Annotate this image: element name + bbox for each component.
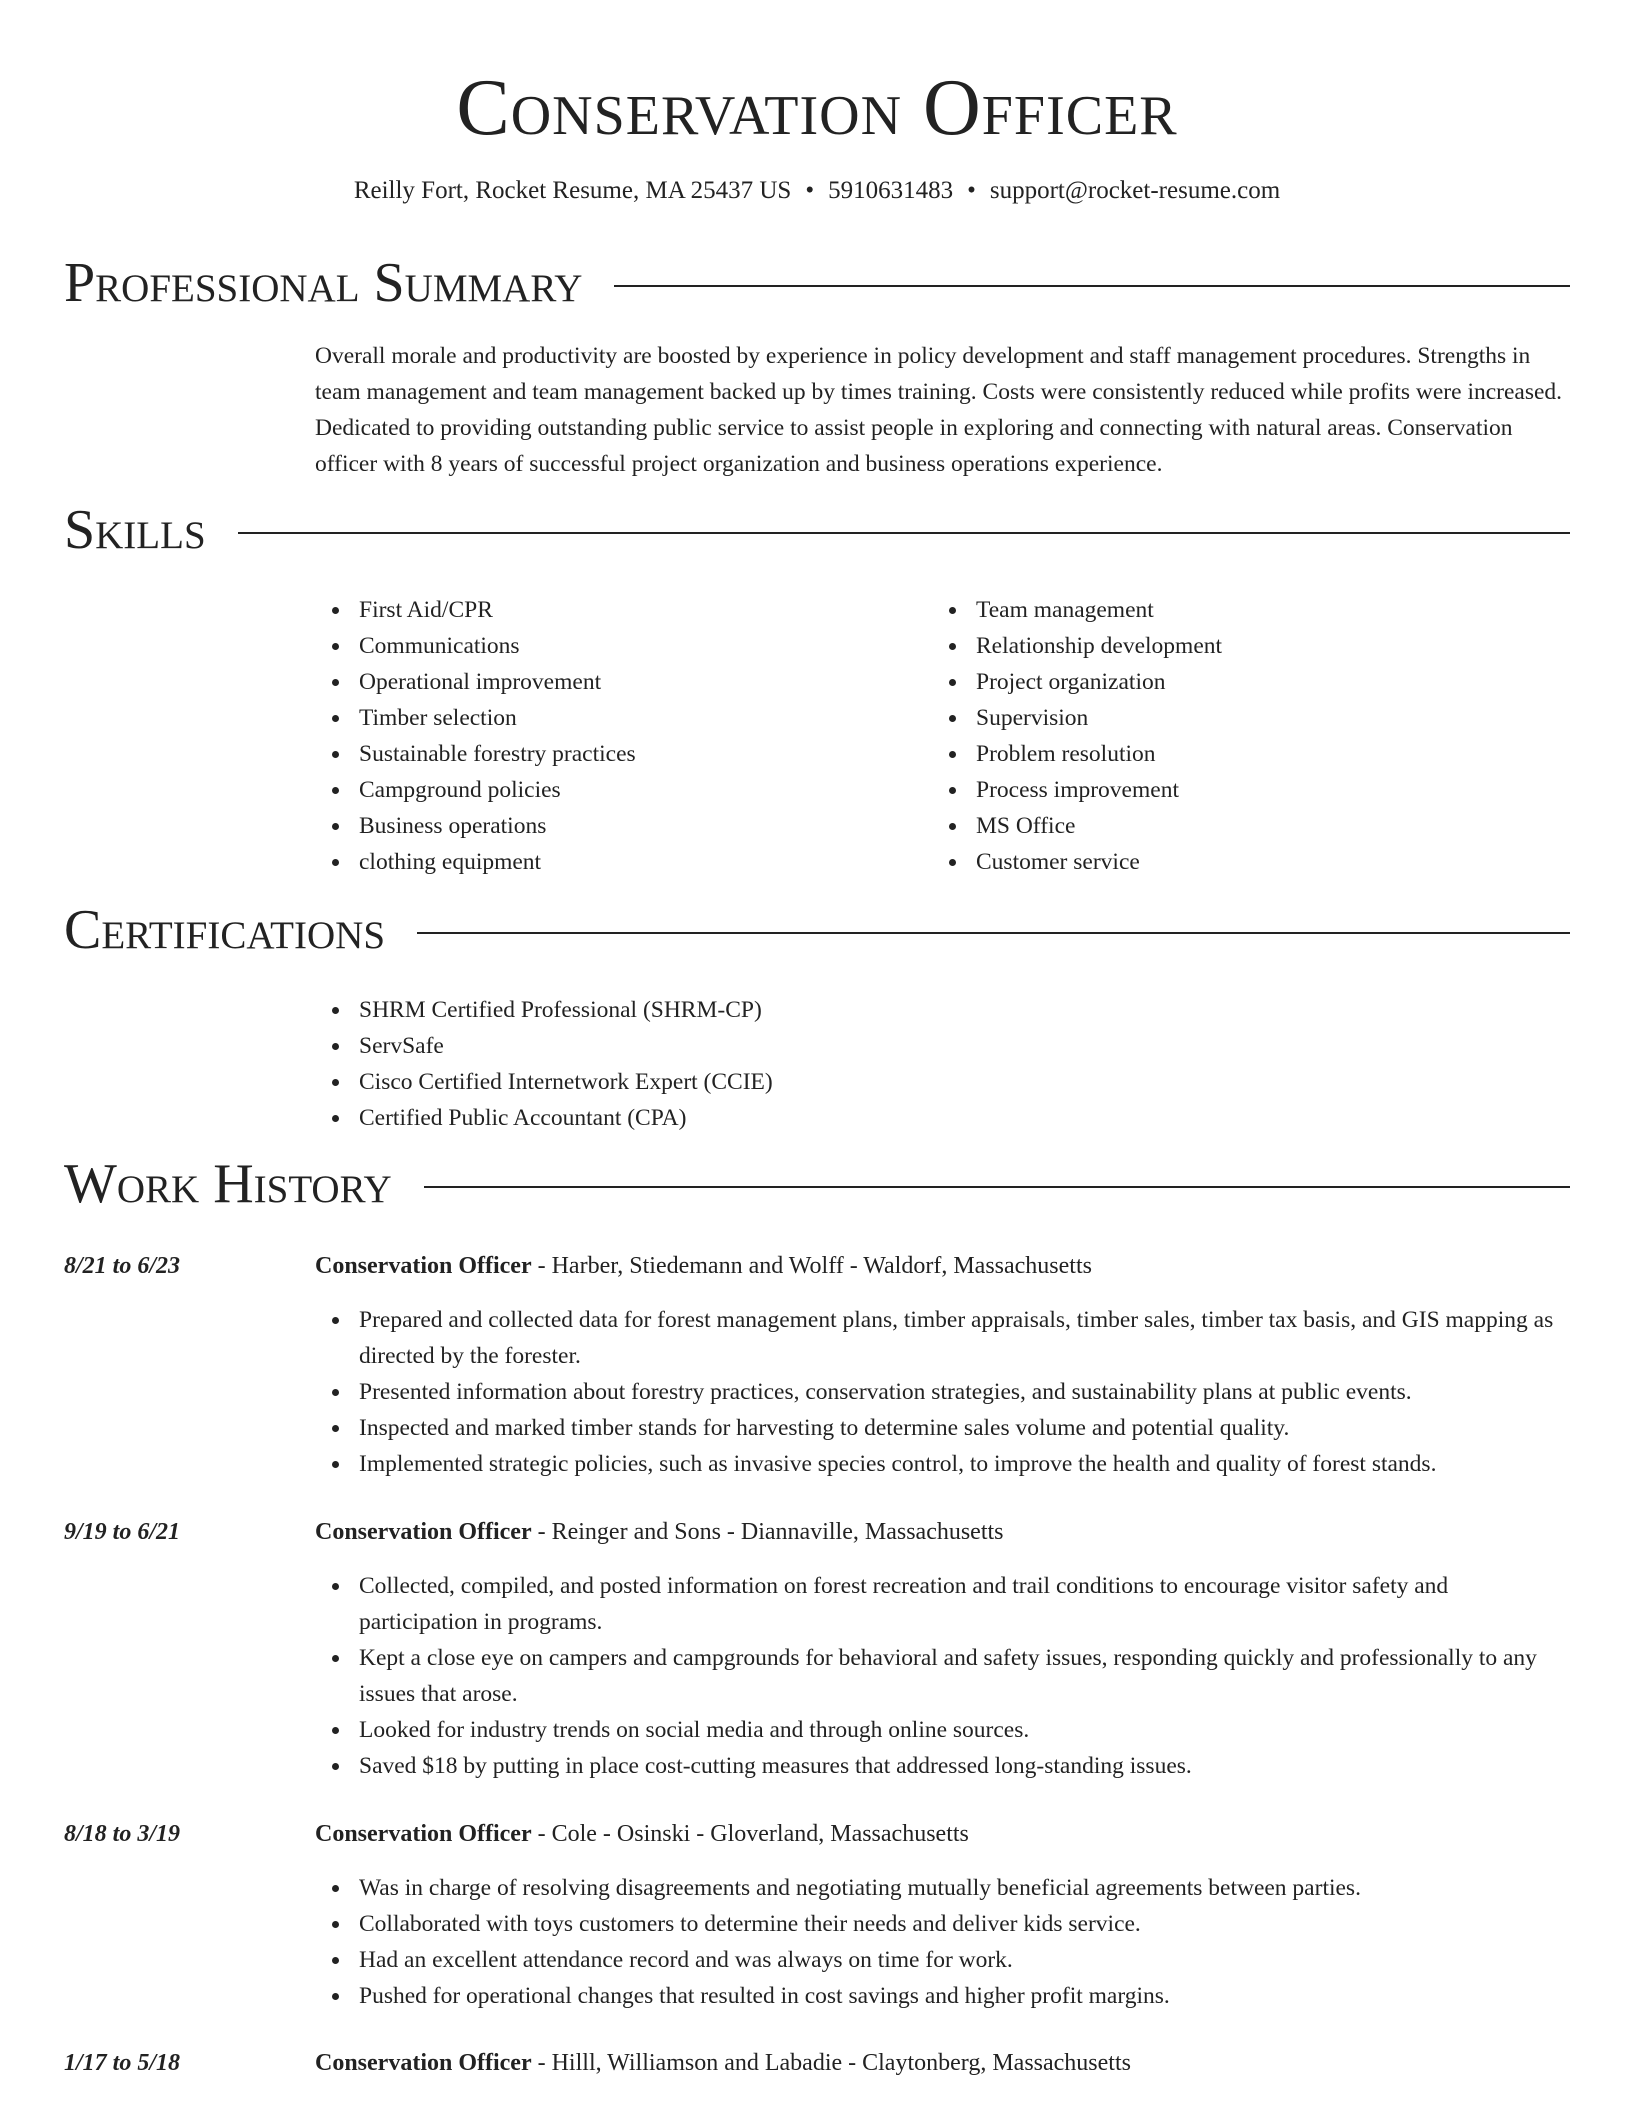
summary-section-header (64, 250, 1570, 316)
contact-address: Reilly Fort, Rocket Resume, MA 25437 US (353, 177, 792, 204)
section-divider (614, 285, 1570, 287)
contact-separator: • (967, 177, 976, 204)
job-duties-list (315, 1568, 1570, 1784)
summary-section-title: Professional Summary (64, 252, 583, 314)
work-history-section-header (64, 1151, 1570, 1217)
certifications-section-header (64, 897, 1570, 963)
job-dates: 1/17 to 5/18 (64, 2050, 181, 2076)
certification-item: Certified Public Accountant (CPA) (315, 1100, 1570, 1136)
skill-item: Supervision (932, 700, 1532, 736)
skills-list-right (932, 592, 1532, 880)
skill-item: Project organization (932, 664, 1532, 700)
skill-item: Sustainable forestry practices (315, 736, 915, 772)
candidate-name: Conservation Officer (456, 64, 1178, 152)
job-duties-list (315, 1870, 1570, 2014)
summary-text: Overall morale and productivity are boosted by experience in policy development and staff management procedures. Strengths in team management and team management backed up by times training. Costs were consistently reduced while profits were increased. Dedicated to providing outstanding public service to assist people in exploring and connecting with natural areas. Conservation officer with 8 years of successful project organization and business operations experience. (315, 343, 1563, 477)
job-employer: - Cole - Osinski - Gloverland, Massachusetts (531, 1821, 969, 1847)
job-employer: - Reinger and Sons - Diannaville, Massachusetts (531, 1519, 1004, 1545)
job-title: Conservation Officer (315, 1253, 532, 1279)
skill-item: Campground policies (315, 772, 915, 808)
skills-section-title: Skills (64, 499, 206, 561)
job-duty-item: Had an excellent attendance record and was always on time for work. (315, 1942, 1570, 1978)
job-duty-item: Collaborated with toys customers to determine their needs and deliver kids service. (315, 1906, 1570, 1942)
skill-item: Timber selection (315, 700, 915, 736)
job-duty-item: Looked for industry trends on social media and through online sources. (315, 1712, 1570, 1748)
job-title: Conservation Officer (315, 1821, 532, 1847)
skill-item: First Aid/CPR (315, 592, 915, 628)
certification-item: SHRM Certified Professional (SHRM-CP) (315, 992, 1570, 1028)
work-history-section-title: Work History (64, 1153, 392, 1215)
job-duty-item: Pushed for operational changes that resulted in cost savings and higher profit margins. (315, 1978, 1570, 2014)
contact-phone: 5910631483 (828, 177, 954, 204)
job-heading (315, 1514, 1570, 1550)
skill-item: Relationship development (932, 628, 1532, 664)
job-employer: - Harber, Stiedemann and Wolff - Waldorf, Massachusetts (531, 1253, 1092, 1279)
job-duty-item: Inspected and marked timber stands for harvesting to determine sales volume and potential quality. (315, 1410, 1570, 1446)
job-heading (315, 1248, 1570, 1284)
certification-item: ServSafe (315, 1028, 1570, 1064)
skill-item: Customer service (932, 844, 1532, 880)
job-dates: 8/18 to 3/19 (64, 1821, 181, 1847)
job-title: Conservation Officer (315, 2050, 532, 2076)
certifications-list (315, 992, 1570, 1136)
skill-item: Process improvement (932, 772, 1532, 808)
job-duties-list (315, 1302, 1570, 1482)
job-duty-item: Implemented strategic policies, such as invasive species control, to improve the health and quality of forest stands. (315, 1446, 1570, 1482)
job-dates: 8/21 to 6/23 (64, 1253, 181, 1279)
job-heading (315, 2045, 1570, 2081)
skill-item: Team management (932, 592, 1532, 628)
job-duty-item: Prepared and collected data for forest management plans, timber appraisals, timber sales, timber tax basis, and GIS mapping as directed by the forester. (315, 1302, 1570, 1374)
section-divider (238, 532, 1570, 534)
contact-line (64, 174, 1570, 208)
skill-item: MS Office (932, 808, 1532, 844)
skill-item: Communications (315, 628, 915, 664)
certification-item: Cisco Certified Internetwork Expert (CCIE) (315, 1064, 1570, 1100)
skill-item: Operational improvement (315, 664, 915, 700)
job-duty-item: Presented information about forestry practices, conservation strategies, and sustainability plans at public events. (315, 1374, 1570, 1410)
section-divider (417, 932, 1570, 934)
job-dates: 9/19 to 6/21 (64, 1519, 181, 1545)
job-duty-item: Kept a close eye on campers and campgrounds for behavioral and safety issues, responding quickly and professionally to any issues that arose. (315, 1640, 1570, 1712)
skills-list-left (315, 592, 915, 880)
skill-item: clothing equipment (315, 844, 915, 880)
job-heading (315, 1816, 1570, 1852)
certifications-section-title: Certifications (64, 899, 386, 961)
job-employer: - Hilll, Williamson and Labadie - Claytonberg, Massachusetts (531, 2050, 1131, 2076)
job-title: Conservation Officer (315, 1519, 532, 1545)
job-duty-item: Was in charge of resolving disagreements and negotiating mutually beneficial agreements between parties. (315, 1870, 1570, 1906)
skill-item: Problem resolution (932, 736, 1532, 772)
job-duty-item: Collected, compiled, and posted information on forest recreation and trail conditions to encourage visitor safety and participation in programs. (315, 1568, 1570, 1640)
skill-item: Business operations (315, 808, 915, 844)
skills-section-header (64, 497, 1570, 563)
section-divider (424, 1186, 1570, 1188)
contact-email: support@rocket-resume.com (989, 177, 1281, 204)
job-duty-item: Saved $18 by putting in place cost-cutting measures that addressed long-standing issues. (315, 1748, 1570, 1784)
contact-separator: • (805, 177, 815, 204)
